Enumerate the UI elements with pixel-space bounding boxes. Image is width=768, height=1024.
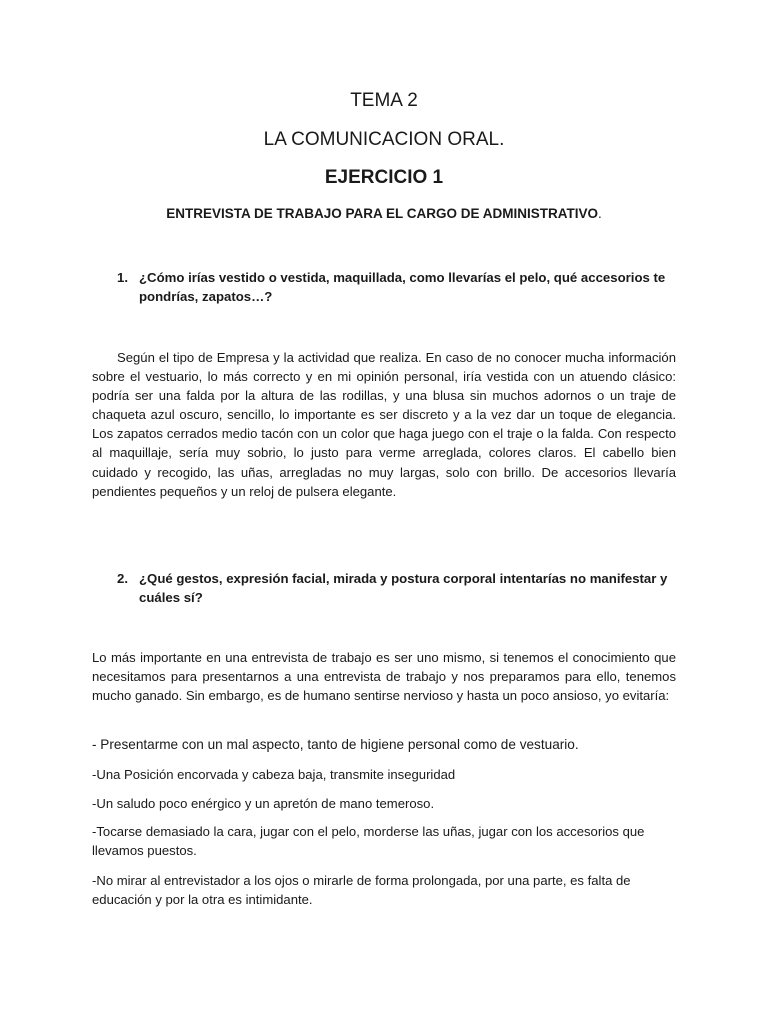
question-1-number: 1. (117, 270, 128, 285)
list-item: - Presentarme con un mal aspecto, tanto de higiene personal como de vestuario. (92, 737, 579, 752)
exercise-heading: EJERCICIO 1 (324, 167, 444, 188)
tema-heading: TEMA 2 (350, 90, 418, 111)
subtitle-period: . (598, 206, 602, 221)
list-item: -Un saludo poco enérgico y un apretón de mano temeroso. (92, 796, 435, 811)
question-1 (117, 268, 677, 306)
answer-2-paragraph: Lo más importante en una entrevista de trabajo es ser uno mismo, si tenemos el conocimiento que necesitamos para presentarnos a una entrevista de trabajo y nos preparamos para ello, tenemos mucho ganado. Sin embargo, es de humano sentirse nervioso y hasta un poco ansioso, yo evitaría: (92, 650, 676, 704)
answer-1-paragraph: Según el tipo de Empresa y la actividad que realiza. En caso de no conocer mucha información sobre el vestuario, lo más correcto y en mi opinión personal, iría vestida con un atuendo clásico: podría ser una falda por la altura de las rodillas, y una blusa sin muchos adornos o un traje de chaqueta azul oscuro, sencillo, lo importante es ser discreto y a la vez dar un toque de elegancia. Los zapatos cerrados medio tacón con un color que haga juego con el traje o la falda. Con respecto al maquillaje, sería muy sobrio, lo justo para verme arreglada, colores claros. El cabello bien cuidado y recogido, las uñas, arregladas no muy largas, solo con brillo. De accesorios llevaría pendientes pequeños y un reloj de pulsera elegante. (92, 350, 676, 499)
list-item: -No mirar al entrevistador a los ojos o mirarle de forma prolongada, por una parte, es falta de educación y por la otra es intimidante. (92, 873, 631, 908)
subtitle-heading (0, 206, 768, 221)
title-heading: LA COMUNICACION ORAL. (263, 129, 505, 150)
list-item: -Una Posición encorvada y cabeza baja, transmite inseguridad (92, 767, 456, 782)
question-1-text: ¿Cómo irías vestido o vestida, maquillada, como llevarías el pelo, qué accesorios te pondrías, zapatos…? (139, 270, 666, 304)
question-2 (117, 569, 677, 607)
list-item: -Tocarse demasiado la cara, jugar con el pelo, morderse las uñas, jugar con los accesorios que llevamos puestos. (92, 824, 645, 859)
subtitle-text: ENTREVISTA DE TRABAJO PARA EL CARGO DE ADMINISTRATIVO (166, 206, 598, 221)
question-2-text: ¿Qué gestos, expresión facial, mirada y postura corporal intentarías no manifestar y cuáles sí? (139, 571, 668, 605)
question-2-number: 2. (117, 571, 128, 586)
